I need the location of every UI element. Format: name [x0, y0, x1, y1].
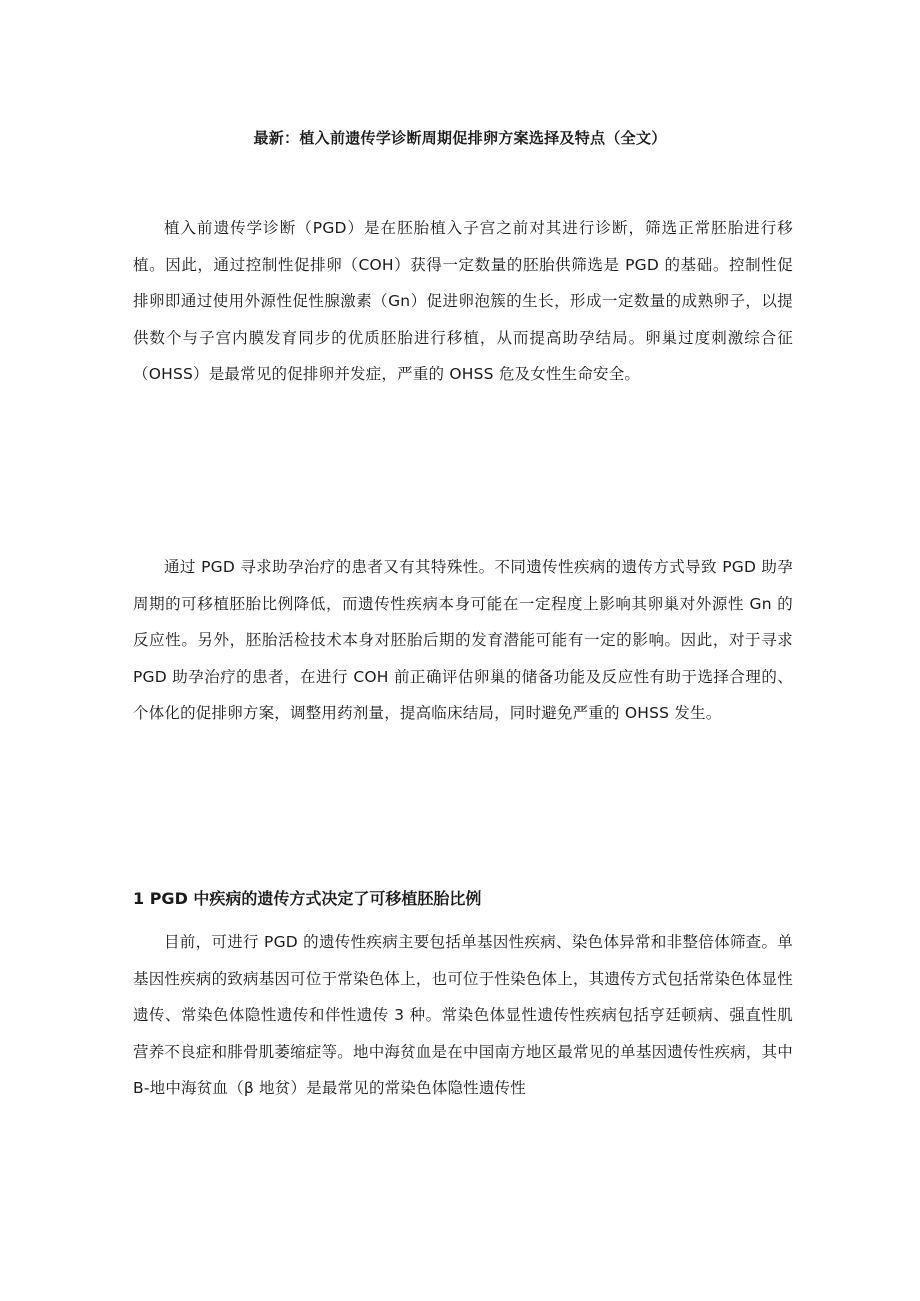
intro-paragraph: 植入前遗传学诊断（PGD）是在胚胎植入子宫之前对其进行诊断，筛选正常胚胎进行移植。因此，通过控制性促排卵（COH）获得一定数量的胚胎供筛选是 PGD 的基础。控制性促排卵即通过使用外源性促性腺激素（Gn）促进卵泡簇的生长，形成一定数量的成熟卵子，以提供数个与子宫内膜发育同步的优质胚胎进行移植，从而提高助孕结局。卵巢过度刺激综合征（OHSS）是最常见的促排卵并发症，严重的 OHSS 危及女性生命安全。: [133, 219, 793, 384]
patient-specificity-paragraph: 通过 PGD 寻求助孕治疗的患者又有其特殊性。不同遗传性疾病的遗传方式导致 PGD 助孕周期的可移植胚胎比例降低，而遗传性疾病本身可能在一定程度上影响其卵巢对外源性 Gn 的反应性。另外，胚胎活检技术本身对胚胎后期的发育潜能可能有一定的影响。因此，对于寻求 PGD 助孕治疗的患者，在进行 COH 前正确评估卵巢的储备功能及反应性有助于选择合理的、个体化的促排卵方案，调整用药剂量，提高临床结局，同时避免严重的 OHSS 发生。: [133, 558, 793, 723]
section-heading: 1 PGD 中疾病的遗传方式决定了可移植胚胎比例: [133, 889, 482, 908]
section-paragraph: 目前，可进行 PGD 的遗传性疾病主要包括单基因性疾病、染色体异常和非整倍体筛查。单基因性疾病的致病基因可位于常染色体上，也可位于性染色体上，其遗传方式包括常染色体显性遗传、常染色体隐性遗传和伴性遗传 3 种。常染色体显性遗传性疾病包括亨廷顿病、强直性肌营养不良症和腓骨肌萎缩症等。地中海贫血是在中国南方地区最常见的单基因遗传性疾病，其中 Β-地中海贫血（β 地贫）是最常见的常染色体隐性遗传性: [133, 933, 793, 1098]
document-title: 最新：植入前遗传学诊断周期促排卵方案选择及特点（全文）: [253, 129, 667, 147]
